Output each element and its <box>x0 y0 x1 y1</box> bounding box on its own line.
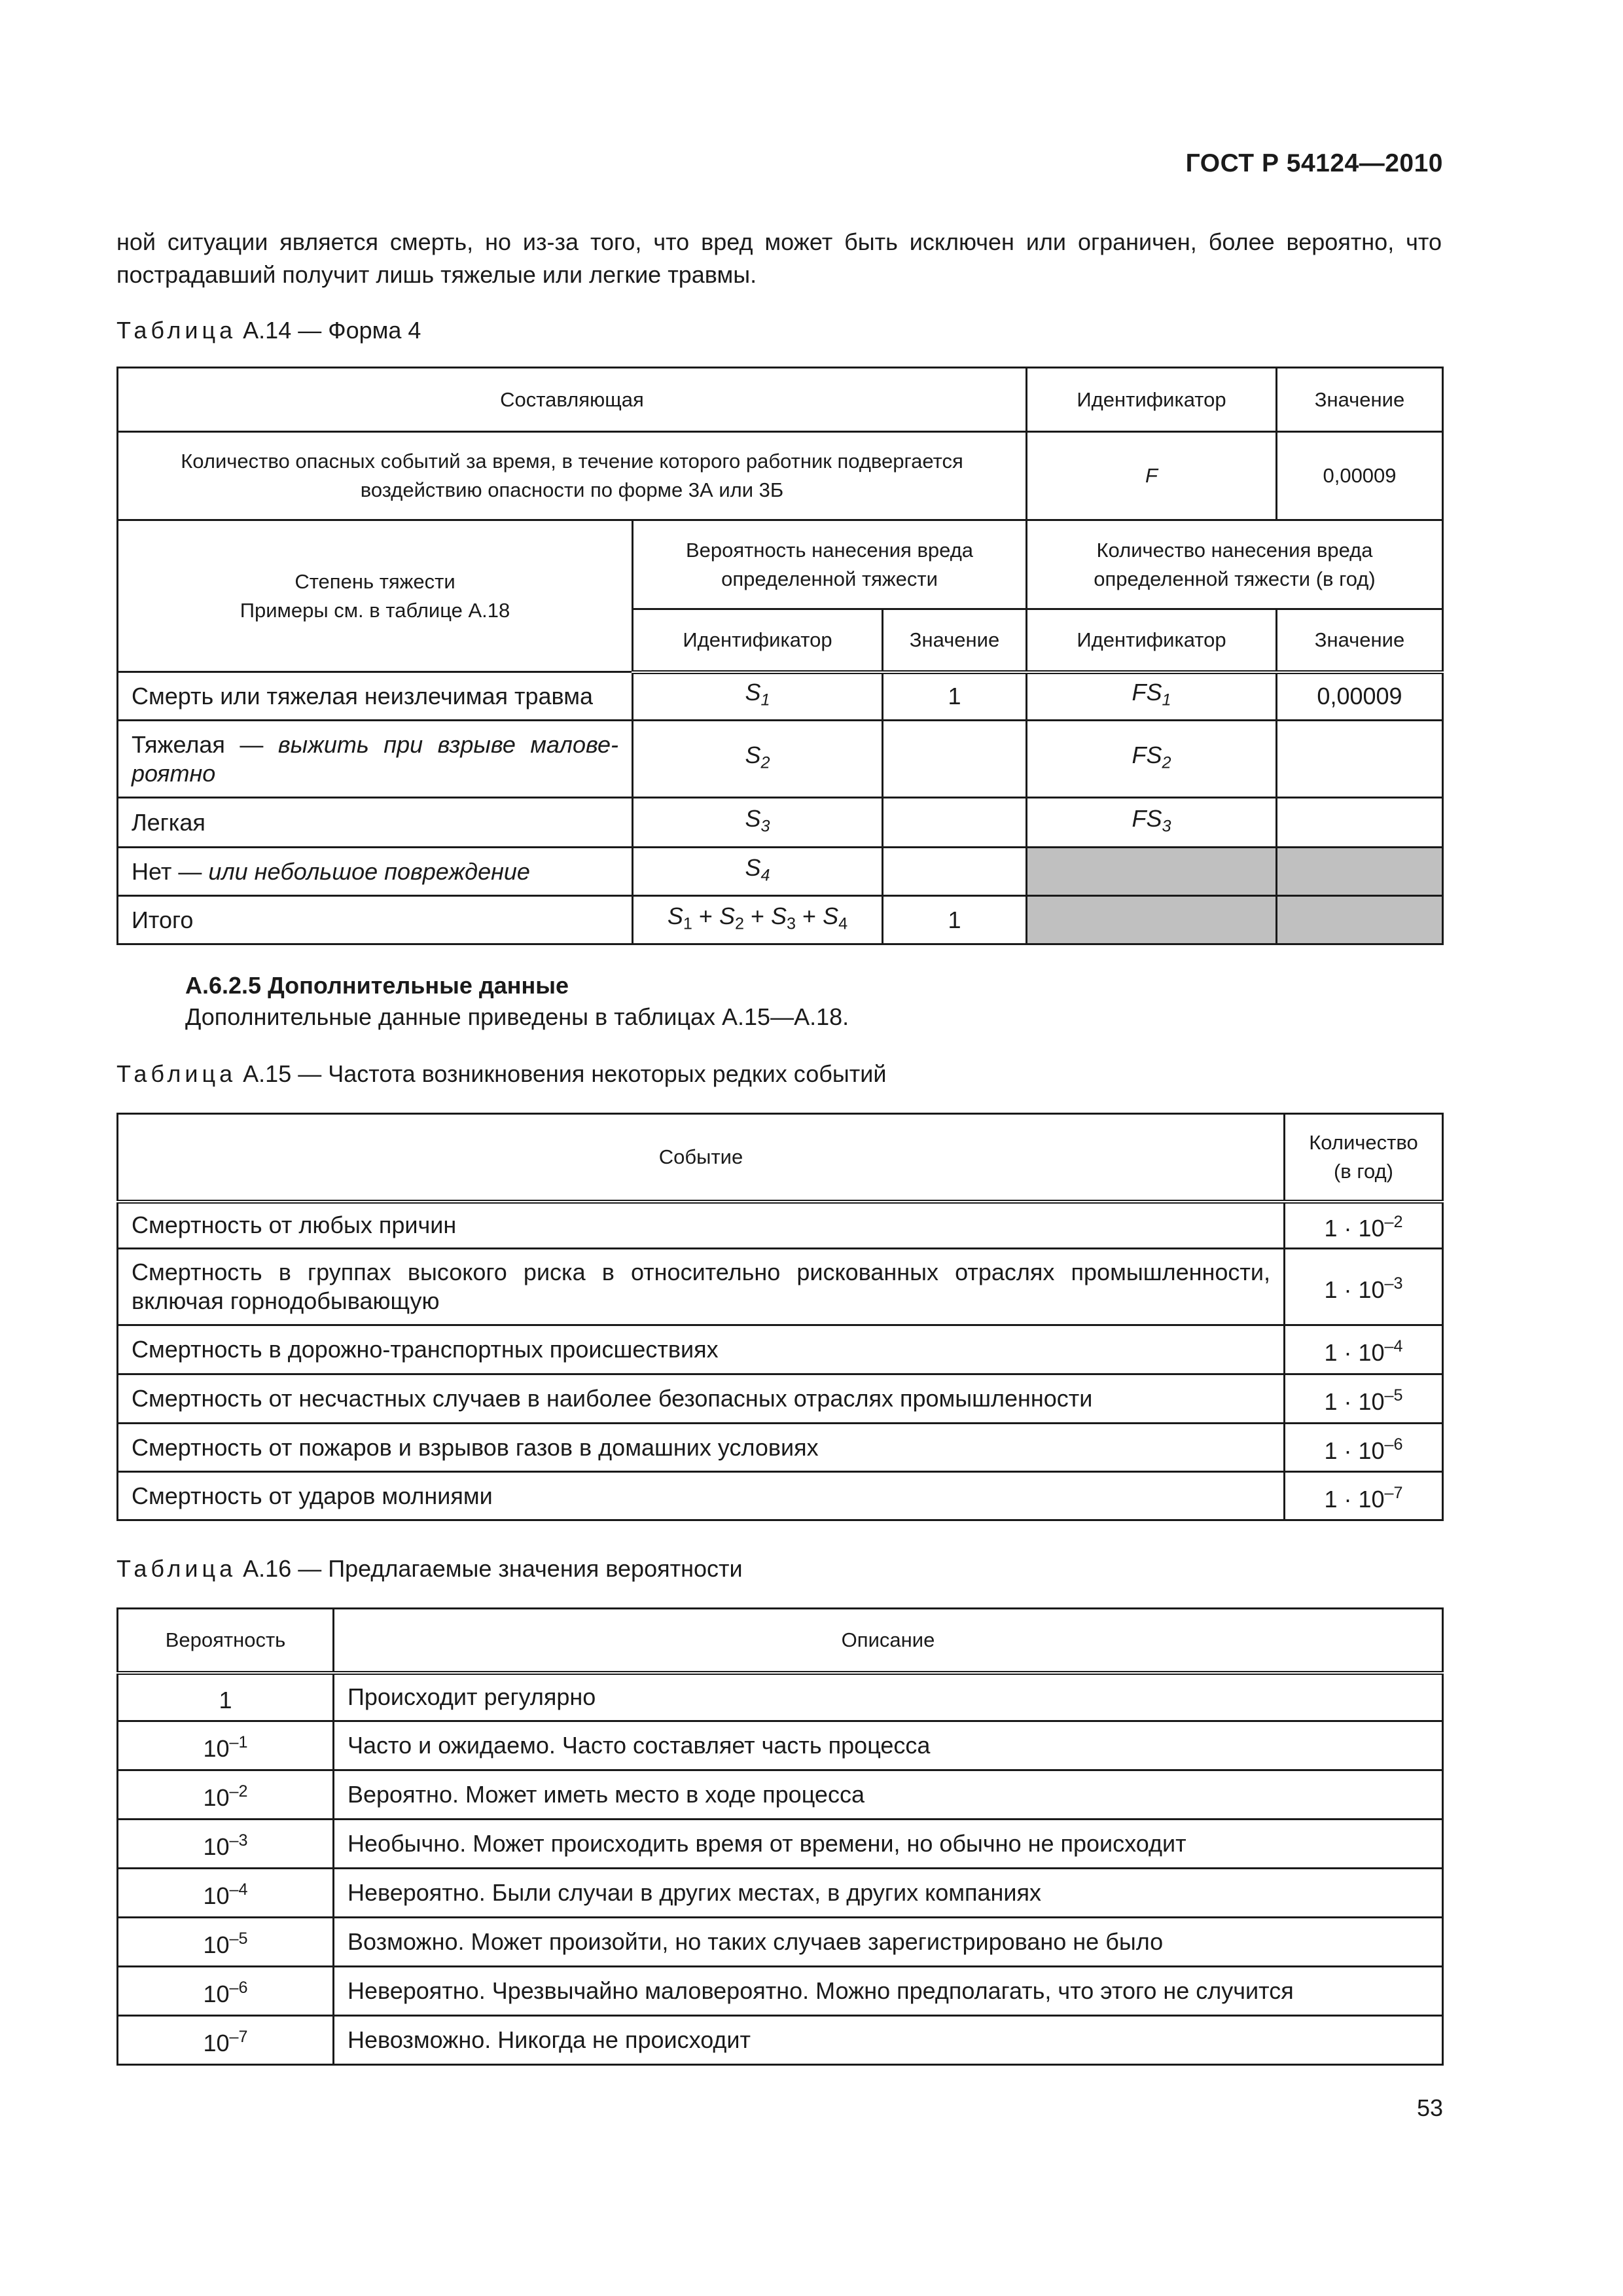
table14-severity-label: Смерть или тяжелая неизлечимая травма <box>118 672 633 721</box>
intro-line-1: ной ситуации является смерть, но из-за того, что вред может быть исключен или ограничен, более вероятно, что <box>116 228 1442 255</box>
table14-severity-head <box>118 520 633 672</box>
table15-event-cell: Смертность в группах высокого риска в относительно рискованных отраслях промышленности, включая горнодобывающую <box>118 1249 1285 1325</box>
table14-total-label: Итого <box>118 896 633 944</box>
table14-header-identifier: Идентификатор <box>1027 368 1277 432</box>
table16-description-cell: Невероятно. Чрезвычайно маловероятно. Можно предполагать, что этого не случится <box>334 1967 1443 2016</box>
table14-sub-identifier-2: Идентификатор <box>1027 609 1277 672</box>
table-row <box>118 1869 1443 1918</box>
table14-row <box>118 798 1443 848</box>
table14-total-formula: $S_1 + S_2 + S_3 + S_4$ <box>633 896 883 944</box>
table14-prob-identifier: $S_3$ <box>633 798 883 848</box>
table14-severity-head-line2: Примеры см. в таблице А.18 <box>240 598 510 622</box>
table14-shaded-cell <box>1277 848 1443 896</box>
table14-shaded-cell <box>1277 896 1443 944</box>
table15-caption-text: А.15 — Частота возникновения некоторых редких событий <box>243 1060 887 1087</box>
table14-events-value: 0,00009 <box>1277 432 1443 520</box>
table14-severity-label: Тяжелая — выжить при взрыве малове-роятно <box>118 721 633 798</box>
table14-sub-identifier-1: Идентификатор <box>633 609 883 672</box>
table14-sub-value-2: Значение <box>1277 609 1443 672</box>
table-a15 <box>116 1113 1444 1521</box>
table14-count-value <box>1277 721 1443 798</box>
table14-sub-value-1: Значение <box>883 609 1027 672</box>
table-row <box>118 1721 1443 1770</box>
table-row <box>118 2016 1443 2065</box>
section-title: А.6.2.5 Дополнительные данные <box>185 972 569 999</box>
table14-prob-identifier: $S_2$ <box>633 721 883 798</box>
table16-probability-cell: 1 <box>118 1673 334 1721</box>
table15-count-cell: $1 \cdot 10^{-7}$ <box>1285 1472 1443 1520</box>
table16-probability-cell: $10^{-7}$ <box>118 2016 334 2065</box>
table14-prob-value <box>883 848 1027 896</box>
table14-row <box>118 721 1443 798</box>
table16-probability-cell: $10^{-5}$ <box>118 1918 334 1967</box>
table14-caption-text: А.14 — Форма 4 <box>243 317 421 344</box>
table14-count-value: 0,00009 <box>1277 672 1443 721</box>
table14-severity-label: Легкая <box>118 798 633 848</box>
table14-row <box>118 672 1443 721</box>
table15-header-event: Событие <box>118 1114 1285 1202</box>
intro-paragraph <box>116 226 1442 291</box>
table-row <box>118 1472 1443 1520</box>
table14-shaded-cell <box>1027 896 1277 944</box>
table15-event-cell: Смертность от пожаров и взрывов газов в домашних условиях <box>118 1424 1285 1472</box>
table16-description-cell: Вероятно. Может иметь место в ходе процесса <box>334 1770 1443 1820</box>
table14-total-value: 1 <box>883 896 1027 944</box>
table16-description-cell: Происходит регулярно <box>334 1673 1443 1721</box>
table15-event-cell: Смертность от ударов молниями <box>118 1472 1285 1520</box>
table14-header-row <box>118 368 1443 432</box>
table14-prob-identifier: $S_4$ <box>633 848 883 896</box>
intro-line-2: пострадавший получит лишь тяжелые или легкие травмы. <box>116 261 757 288</box>
table16-probability-cell: $10^{-3}$ <box>118 1820 334 1869</box>
table-row <box>118 1325 1443 1374</box>
table15-count-cell: $1 \cdot 10^{-6}$ <box>1285 1424 1443 1472</box>
table14-subheader-row <box>118 520 1443 609</box>
table14-count-identifier: $FS_1$ <box>1027 672 1277 721</box>
table14-prob-value: 1 <box>883 672 1027 721</box>
table15-count-cell: $1 \cdot 10^{-3}$ <box>1285 1249 1443 1325</box>
table15-caption-word: Таблица <box>116 1060 237 1087</box>
table14-count-head: Количество нанесения вреда определенной тяжести (в год) <box>1027 520 1443 609</box>
table14-row <box>118 848 1443 896</box>
table-row <box>118 1820 1443 1869</box>
table14-count-identifier: $FS_2$ <box>1027 721 1277 798</box>
table16-probability-cell: $10^{-1}$ <box>118 1721 334 1770</box>
table16-description-cell: Необычно. Может происходить время от времени, но обычно не происходит <box>334 1820 1443 1869</box>
table16-caption-word: Таблица <box>116 1555 237 1582</box>
table14-total-row <box>118 896 1443 944</box>
table15-header-row <box>118 1114 1443 1202</box>
table-row <box>118 1918 1443 1967</box>
table15-event-cell: Смертность от любых причин <box>118 1202 1285 1249</box>
table16-description-cell: Невозможно. Никогда не происходит <box>334 2016 1443 2065</box>
table16-header-probability: Вероятность <box>118 1609 334 1673</box>
table16-caption <box>116 1555 743 1583</box>
table14-header-component: Составляющая <box>118 368 1027 432</box>
table14-events-text: Количество опасных событий за время, в течение которого работник подвергается воздействию опасности по форме 3А или 3Б <box>118 432 1027 520</box>
table14-caption <box>116 317 421 344</box>
table-row <box>118 1202 1443 1249</box>
table16-probability-cell: $10^{-4}$ <box>118 1869 334 1918</box>
document-id-header: ГОСТ Р 54124—2010 <box>1185 149 1443 177</box>
table-row <box>118 1249 1443 1325</box>
table14-count-value <box>1277 798 1443 848</box>
table15-event-cell: Смертность от несчастных случаев в наиболее безопасных отраслях промышленности <box>118 1374 1285 1424</box>
table-a14 <box>116 367 1444 945</box>
table-row <box>118 1673 1443 1721</box>
table16-description-cell: Возможно. Может произойти, но таких случаев зарегистрировано не было <box>334 1918 1443 1967</box>
table-row <box>118 1424 1443 1472</box>
table14-severity-head-line1: Степень тяжести <box>294 569 455 593</box>
table14-events-id: F <box>1027 432 1277 520</box>
table14-header-value: Значение <box>1277 368 1443 432</box>
table16-caption-text: А.16 — Предлагаемые значения вероятности <box>243 1555 743 1582</box>
table14-caption-word: Таблица <box>116 317 237 344</box>
section-text: Дополнительные данные приведены в таблицах А.15—А.18. <box>185 1003 849 1030</box>
table15-count-cell: $1 \cdot 10^{-5}$ <box>1285 1374 1443 1424</box>
table16-header-description: Описание <box>334 1609 1443 1673</box>
table-row <box>118 1967 1443 2016</box>
table15-event-cell: Смертность в дорожно-транспортных происшествиях <box>118 1325 1285 1374</box>
table15-count-cell: $1 \cdot 10^{-2}$ <box>1285 1202 1443 1249</box>
table14-probability-head: Вероятность нанесения вреда определенной тяжести <box>633 520 1027 609</box>
table-a16 <box>116 1607 1444 2066</box>
table-row <box>118 1374 1443 1424</box>
table16-probability-cell: $10^{-2}$ <box>118 1770 334 1820</box>
table14-prob-identifier: $S_1$ <box>633 672 883 721</box>
table14-prob-value <box>883 798 1027 848</box>
table16-header-row <box>118 1609 1443 1673</box>
table14-shaded-cell <box>1027 848 1277 896</box>
table14-severity-label: Нет — или небольшое повреждение <box>118 848 633 896</box>
table16-description-cell: Часто и ожидаемо. Часто составляет часть процесса <box>334 1721 1443 1770</box>
table16-probability-cell: $10^{-6}$ <box>118 1967 334 2016</box>
table15-count-cell: $1 \cdot 10^{-4}$ <box>1285 1325 1443 1374</box>
table-row <box>118 1770 1443 1820</box>
table15-header-count: Количество (в год) <box>1285 1114 1443 1202</box>
table16-description-cell: Невероятно. Были случаи в других местах, в других компаниях <box>334 1869 1443 1918</box>
page-number: 53 <box>1416 2094 1443 2121</box>
table14-count-identifier: $FS_3$ <box>1027 798 1277 848</box>
table14-events-row <box>118 432 1443 520</box>
table14-prob-value <box>883 721 1027 798</box>
table15-caption <box>116 1060 886 1088</box>
